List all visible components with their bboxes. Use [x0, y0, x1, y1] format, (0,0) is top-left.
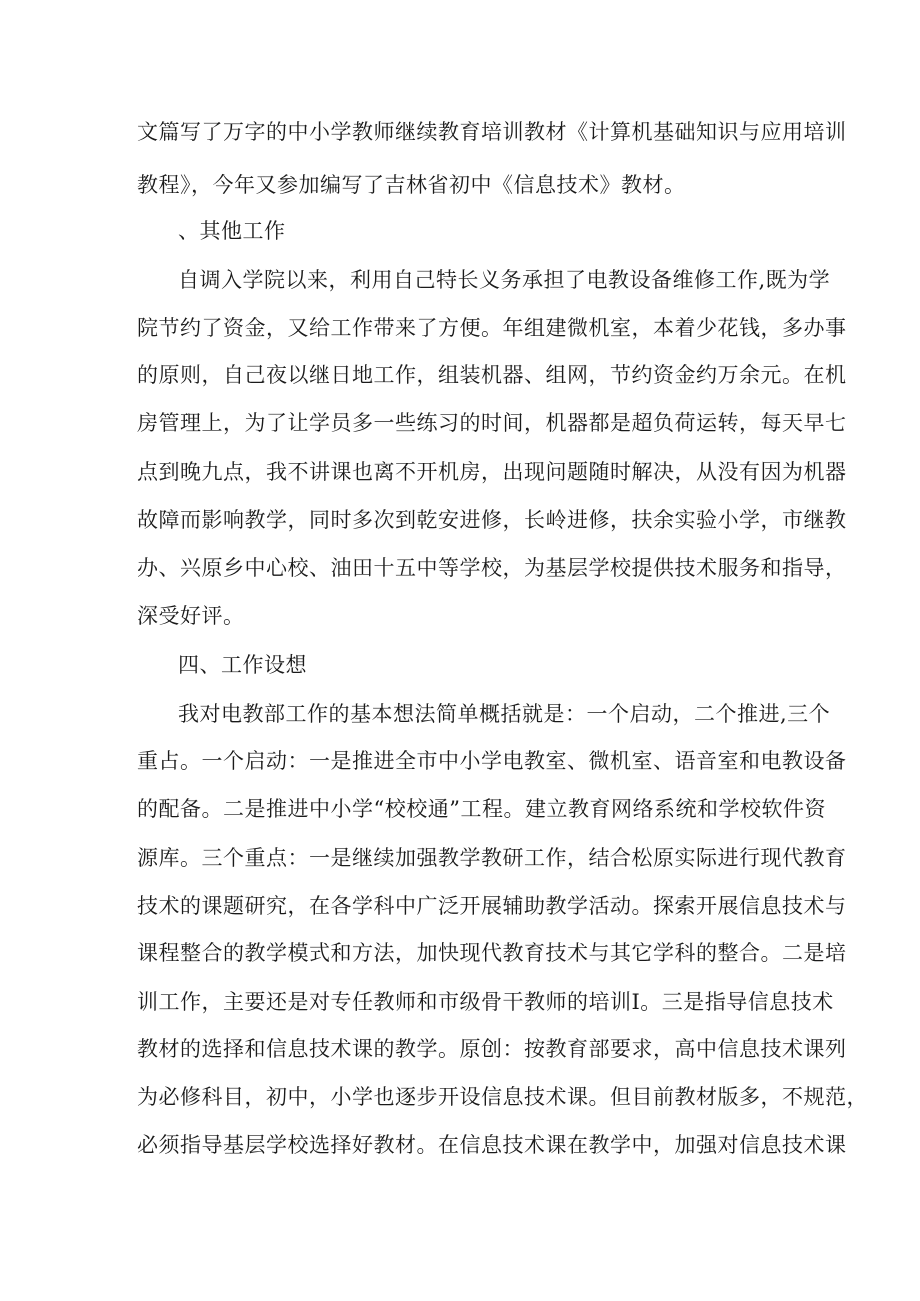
text-line: 院节约了资金，又给工作带来了方便。年组建微机室，本着少花钱，多办事: [137, 316, 847, 340]
text-line: 点到晚九点，我不讲课也离不开机房，出现问题随时解决，从没有因为机器: [137, 460, 847, 484]
text-line: 自调入学院以来，利用自己特长义务承担了电教设备维修工作,既为学: [178, 268, 831, 292]
section-heading: 四、工作设想: [178, 653, 307, 677]
text-line: 必须指导基层学校选择好教材。在信息技术课在教学中，加强对信息技术课: [137, 1133, 847, 1157]
text-line: 故障而影响教学，同时多次到乾安进修，长岭进修，扶余实验小学，市继教: [137, 508, 847, 532]
text-line: 文篇写了万字的中小学教师继续教育培训教材《计算机基础知识与应用培训: [137, 120, 847, 144]
section-heading: 、其他工作: [178, 219, 286, 243]
text-line: 源库。三个重点：一是继续加强教学教研工作，结合松原实际进行现代教育: [137, 846, 847, 870]
text-line: 重占。一个启动：一是推进全市中小学电教室、微机室、语音室和电教设备: [137, 749, 847, 773]
text-line: 教程》，今年又参加编写了吉林省初中《信息技术》教材。: [137, 173, 686, 197]
text-line: 办、兴原乡中心校、油田十五中等学校，为基层学校提供技术服务和指导，: [137, 556, 847, 580]
text-line: 房管理上，为了让学员多一些练习的时间，机器都是超负荷运转，每天早七: [137, 411, 847, 435]
text-line: 我对电教部工作的基本想法简单概括就是：一个启动，二个推进,三个: [178, 702, 831, 726]
text-line: 为必修科目，初中，小学也逐步开设信息技术课。但目前教材版多，不规范，: [137, 1085, 868, 1109]
text-line: 的配备。二是推进中小学“校校通”工程。建立教育网络系统和学校软件资: [137, 797, 826, 821]
text-line: 教材的选择和信息技术课的教学。原创：按教育部要求，高中信息技术课列: [137, 1037, 847, 1061]
text-line: 深受好评。: [137, 604, 245, 628]
text-line: 技术的课题研究，在各学科中广泛开展辅助教学活动。探索开展信息技术与: [137, 894, 847, 918]
text-line: 的原则，自己夜以继日地工作，组装机器、组网，节约资金约万余元。在机: [137, 363, 847, 387]
text-line: 课程整合的教学模式和方法，加快现代教育技术与其它学科的整合。二是培: [137, 941, 847, 965]
text-line: 训工作，主要还是对专任教师和市级骨干教师的培训Ⅰ。三是指导信息技术: [137, 990, 834, 1014]
